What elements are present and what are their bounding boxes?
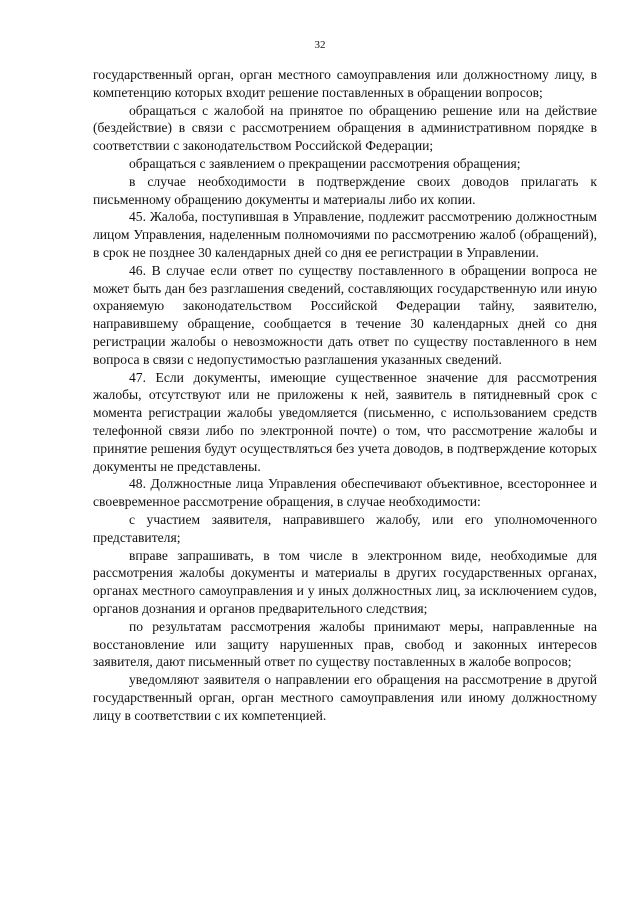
- paragraph-take-measures: по результатам рассмотрения жалобы принимают меры, направленные на восстановление или защиту нарушенных прав, свобод и законных интересов заявителя, дают письменный ответ по существу поставленных в жалобе вопросов;: [93, 618, 597, 670]
- paragraph-item-45: 45. Жалоба, поступившая в Управление, подлежит рассмотрению должностным лицом Управления, наделенным полномочиями по рассмотрению жалоб (обращений), в срок не позднее 30 календарных дней со дня ее регистрации в Управлении.: [93, 209, 597, 260]
- paragraph-with-applicant: с участием заявителя, направившего жалобу, или его уполномоченного представителя;: [93, 511, 597, 545]
- paragraph-item-47: 47. Если документы, имеющие существенное значение для рассмотрения жалобы, отсутствуют или не приложены к ней, заявитель в пятидневный срок с момента регистрации жалобы уведомляется (письменно, с использованием средств телефонной связи либо по электронной почте) о том, что рассмотрение жалобы и принятие решения будут осуществляться без учета доводов, в подтверждение которых документы не представлены.: [93, 369, 597, 474]
- document-body: [93, 66, 597, 724]
- paragraph-item-48: 48. Должностные лица Управления обеспечивают объективное, всестороннее и своевременное рассмотрение обращения, в случае необходимости:: [93, 476, 597, 510]
- paragraph-complaint-right: обращаться с жалобой на принятое по обращению решение или на действие (бездействие) в связи с рассмотрением обращения в административном порядке в соответствии с законодательством Российской Федерации;: [93, 102, 597, 154]
- paragraph-attach-documents: в случае необходимости в подтверждение своих доводов прилагать к письменному обращению документы и материалы либо их копии.: [93, 173, 597, 207]
- paragraph-notify-applicant: уведомляют заявителя о направлении его обращения на рассмотрение в другой государственный орган, орган местного самоуправления или иному должностному лицу в соответствии с их компетенцией.: [93, 672, 597, 723]
- paragraph-termination-request: обращаться с заявлением о прекращении рассмотрения обращения;: [129, 155, 521, 171]
- paragraph-request-materials: вправе запрашивать, в том числе в электронном виде, необходимые для рассмотрения жалобы документы и материалы в других государственных органах, органах местного самоуправления и у иных должностных лиц, за исключением судов, органов дознания и органов предварительного следствия;: [93, 547, 597, 616]
- paragraph-item-46: 46. В случае если ответ по существу поставленного в обращении вопроса не может быть дан без разглашения сведений, составляющих государственную или иную охраняемую законодательством Российской Федерации тайну, заявителю, направившему обращение, сообщается в течение 30 календарных дней со дня регистрации жалобы о невозможности дать ответ по существу поставленного в нем вопроса в связи с недопустимостью разглашения указанных сведений.: [93, 262, 597, 367]
- paragraph-continuation: государственный орган, орган местного самоуправления или должностному лицу, в компетенцию которых входит решение поставленных в обращении вопросов;: [93, 67, 597, 100]
- page-number: 32: [314, 39, 326, 51]
